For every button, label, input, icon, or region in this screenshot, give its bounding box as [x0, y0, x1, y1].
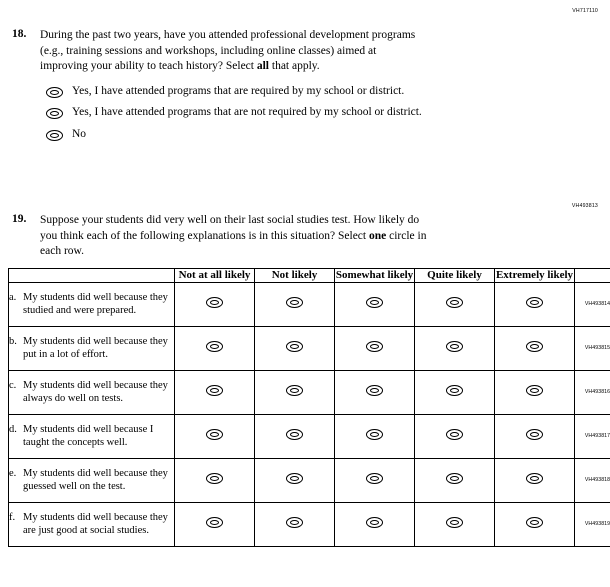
question-18-option-1-label: Yes, I have attended programs that are required by my school or district. — [72, 84, 405, 97]
matrix-row-f-text: My students did well because they are just good at social studies. — [23, 512, 168, 537]
radio-bubble-icon[interactable] — [46, 87, 63, 98]
matrix-cell-a-5[interactable] — [495, 282, 575, 326]
matrix-cell-b-4[interactable] — [415, 326, 495, 370]
radio-bubble-icon[interactable] — [206, 385, 223, 396]
matrix-header-col-4: Quite likely — [415, 269, 495, 283]
question-18-option-2[interactable] — [40, 105, 610, 120]
radio-bubble-icon[interactable] — [366, 473, 383, 484]
matrix-header-corner — [9, 269, 175, 283]
radio-bubble-icon[interactable] — [286, 297, 303, 308]
radio-bubble-icon[interactable] — [446, 473, 463, 484]
matrix-cell-d-3[interactable] — [335, 414, 415, 458]
question-19-block — [0, 213, 610, 260]
question-19-matrix-table — [8, 268, 610, 547]
radio-bubble-icon[interactable] — [46, 108, 63, 119]
radio-bubble-icon[interactable] — [46, 130, 63, 141]
matrix-cell-e-3[interactable] — [335, 458, 415, 502]
matrix-row-e-id: VH493818 — [575, 458, 610, 502]
radio-bubble-icon[interactable] — [526, 429, 543, 440]
matrix-cell-c-3[interactable] — [335, 370, 415, 414]
question-18-option-3-label: No — [72, 128, 87, 141]
question-18-text-line-3-end: that apply. — [269, 60, 320, 73]
matrix-body — [9, 282, 610, 546]
radio-bubble-icon[interactable] — [366, 429, 383, 440]
radio-bubble-icon[interactable] — [526, 297, 543, 308]
matrix-row-c-id: VH493816 — [575, 370, 610, 414]
question-18-option-3[interactable] — [40, 127, 610, 142]
table-row — [9, 502, 610, 546]
matrix-row-f-id: VH493819 — [575, 502, 610, 546]
question-19-text-line-2-end: circle in — [386, 229, 427, 242]
question-19-text-line-1: Suppose your students did very well on their last social studies test. How likely do — [40, 214, 420, 226]
matrix-row-e-letter: e. — [9, 468, 17, 480]
question-19-matrix-wrapper — [0, 268, 610, 547]
table-row — [9, 414, 610, 458]
question-18-number: 18. — [12, 28, 27, 40]
matrix-cell-f-1[interactable] — [175, 502, 255, 546]
radio-bubble-icon[interactable] — [206, 429, 223, 440]
question-18-text-line-2: (e.g., training sessions and workshops, including online classes) aimed at — [40, 44, 377, 57]
radio-bubble-icon[interactable] — [286, 385, 303, 396]
radio-bubble-icon[interactable] — [366, 341, 383, 352]
question-19-item-id: VH493813 — [571, 203, 598, 209]
question-18-text — [40, 28, 610, 75]
matrix-cell-c-4[interactable] — [415, 370, 495, 414]
question-18-option-1[interactable] — [40, 84, 610, 99]
radio-bubble-icon[interactable] — [446, 385, 463, 396]
matrix-row-e-stem — [9, 458, 175, 502]
matrix-row-b-id: VH493815 — [575, 326, 610, 370]
question-18-options — [40, 84, 610, 143]
matrix-header-id — [575, 269, 610, 283]
matrix-cell-f-4[interactable] — [415, 502, 495, 546]
question-19-text-line-3: each row. — [40, 245, 84, 258]
question-18-option-2-label: Yes, I have attended programs that are not required by my school or district. — [72, 106, 422, 119]
matrix-cell-b-3[interactable] — [335, 326, 415, 370]
matrix-cell-a-3[interactable] — [335, 282, 415, 326]
matrix-row-d-id: VH493817 — [575, 414, 610, 458]
table-row — [9, 370, 610, 414]
table-row — [9, 326, 610, 370]
radio-bubble-icon[interactable] — [526, 473, 543, 484]
matrix-cell-d-2[interactable] — [255, 414, 335, 458]
matrix-cell-b-1[interactable] — [175, 326, 255, 370]
matrix-cell-b-5[interactable] — [495, 326, 575, 370]
matrix-row-d-stem — [9, 414, 175, 458]
radio-bubble-icon[interactable] — [366, 297, 383, 308]
matrix-cell-c-1[interactable] — [175, 370, 255, 414]
matrix-row-f-letter: f. — [9, 512, 16, 524]
question-18-emphasis: all — [256, 60, 269, 73]
matrix-row-f-stem — [9, 502, 175, 546]
radio-bubble-icon[interactable] — [526, 341, 543, 352]
question-19-text — [40, 213, 610, 260]
matrix-row-a-id: VH493814 — [575, 282, 610, 326]
question-18-item-id: VH717110 — [572, 8, 598, 14]
radio-bubble-icon[interactable] — [286, 473, 303, 484]
matrix-header-row — [9, 269, 610, 283]
matrix-cell-e-5[interactable] — [495, 458, 575, 502]
matrix-cell-f-3[interactable] — [335, 502, 415, 546]
matrix-row-d-text: My students did well because I taught the concepts well. — [23, 424, 154, 449]
question-19-number: 19. — [12, 213, 27, 225]
matrix-header-col-3: Somewhat likely — [335, 269, 414, 281]
radio-bubble-icon[interactable] — [526, 385, 543, 396]
matrix-row-d-letter: d. — [9, 424, 17, 436]
radio-bubble-icon[interactable] — [366, 385, 383, 396]
question-18-text-line-3: improving your ability to teach history? Select — [40, 60, 257, 73]
radio-bubble-icon[interactable] — [366, 517, 383, 528]
radio-bubble-icon[interactable] — [446, 429, 463, 440]
matrix-cell-f-5[interactable] — [495, 502, 575, 546]
matrix-row-a-text: My students did well because they studied and were prepared. — [23, 292, 168, 317]
radio-bubble-icon[interactable] — [286, 341, 303, 352]
matrix-row-e-text: My students did well because they guessed well on the test. — [23, 468, 168, 493]
matrix-header-col-2: Not likely — [255, 269, 335, 283]
matrix-cell-e-1[interactable] — [175, 458, 255, 502]
matrix-cell-f-2[interactable] — [255, 502, 335, 546]
radio-bubble-icon[interactable] — [286, 517, 303, 528]
matrix-row-b-letter: b. — [9, 336, 17, 348]
matrix-cell-d-1[interactable] — [175, 414, 255, 458]
radio-bubble-icon[interactable] — [446, 297, 463, 308]
matrix-cell-a-1[interactable] — [175, 282, 255, 326]
radio-bubble-icon[interactable] — [206, 517, 223, 528]
matrix-cell-b-2[interactable] — [255, 326, 335, 370]
question-19-text-line-2: you think each of the following explanations is in this situation? Select — [40, 229, 369, 242]
matrix-cell-d-4[interactable] — [415, 414, 495, 458]
matrix-header-col-5: Extremely likely — [495, 269, 574, 281]
matrix-row-c-stem — [9, 370, 175, 414]
matrix-cell-c-2[interactable] — [255, 370, 335, 414]
radio-bubble-icon[interactable] — [206, 341, 223, 352]
matrix-row-c-text: My students did well because they always do well on tests. — [23, 380, 168, 405]
radio-bubble-icon[interactable] — [446, 341, 463, 352]
radio-bubble-icon[interactable] — [286, 429, 303, 440]
matrix-row-b-stem — [9, 326, 175, 370]
matrix-row-a-letter: a. — [9, 292, 17, 304]
question-18-text-line-1: During the past two years, have you attended professional development programs — [40, 29, 416, 41]
matrix-cell-e-4[interactable] — [415, 458, 495, 502]
matrix-cell-a-4[interactable] — [415, 282, 495, 326]
matrix-cell-a-2[interactable] — [255, 282, 335, 326]
matrix-row-b-text: My students did well because they put in a lot of effort. — [23, 336, 168, 361]
question-19-emphasis: one — [368, 229, 387, 242]
question-18-block — [0, 28, 610, 149]
matrix-header-col-1: Not at all likely — [175, 269, 255, 283]
matrix-cell-d-5[interactable] — [495, 414, 575, 458]
radio-bubble-icon[interactable] — [206, 297, 223, 308]
radio-bubble-icon[interactable] — [526, 517, 543, 528]
radio-bubble-icon[interactable] — [446, 517, 463, 528]
matrix-row-c-letter: c. — [9, 380, 17, 392]
radio-bubble-icon[interactable] — [206, 473, 223, 484]
table-row — [9, 458, 610, 502]
matrix-row-a-stem — [9, 282, 175, 326]
matrix-cell-e-2[interactable] — [255, 458, 335, 502]
table-row — [9, 282, 610, 326]
matrix-cell-c-5[interactable] — [495, 370, 575, 414]
